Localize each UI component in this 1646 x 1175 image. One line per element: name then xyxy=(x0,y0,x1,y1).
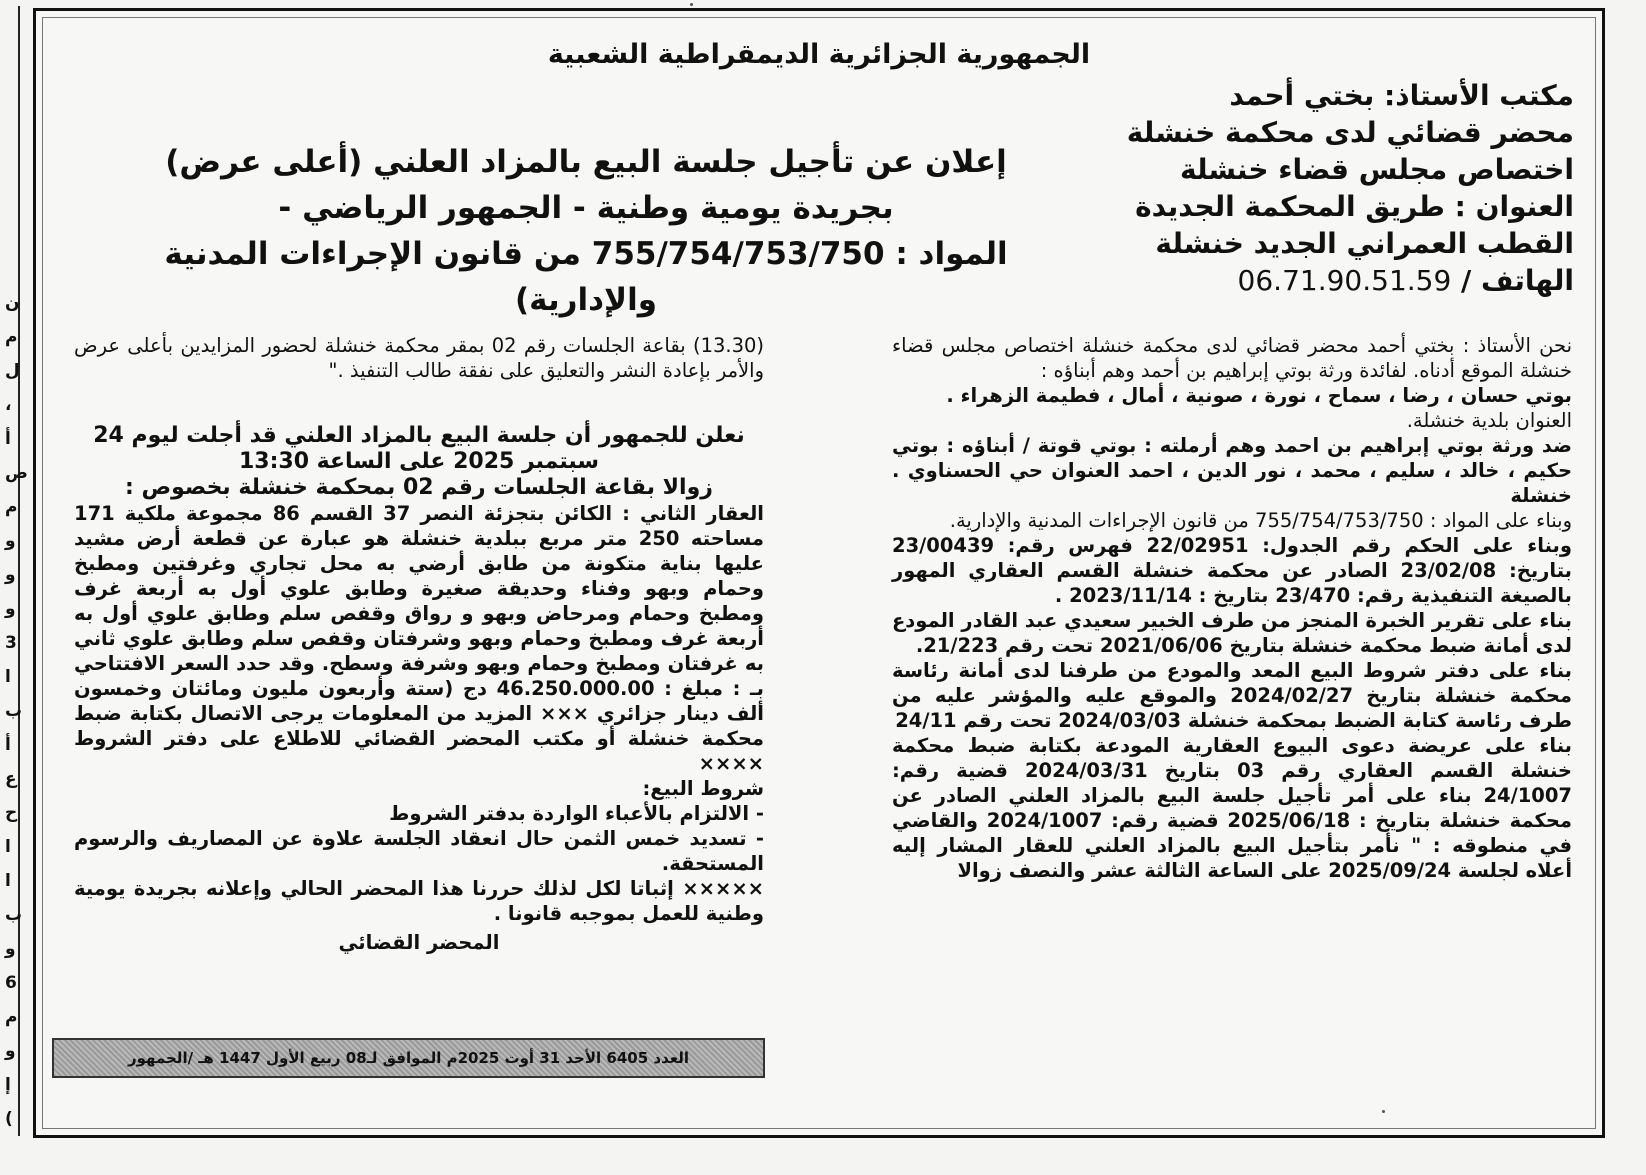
strip-char: أ xyxy=(5,735,11,755)
intro-paragraph: (13.30) بقاعة الجلسات رقم 02 بمقر محكمة خنشلة لحضور المزايدين بأعلى عرض والأمر بإعادة النشر والتعليق على نفقة طالب التنفيذ ." xyxy=(74,334,764,382)
office-role: محضر قضائي لدى محكمة خنشلة xyxy=(1126,116,1574,149)
strip-char: 3 xyxy=(5,633,17,653)
strip-char: ص xyxy=(5,463,28,483)
office-phone xyxy=(1054,262,1574,299)
paragraph: بناء على عريضة دعوى البيوع العقارية المودعة بكتابة ضبط محكمة خنشلة القسم العقاري رقم 03 بتاريخ 2024/03/31 قضية رقم: 24/1007 بناء على أمر تأجيل جلسة البيع بالمزاد العلني الصادر عن محكمة خنشلة بتاريخ : 2025/06/18 قضية رقم: 2024/1007 والقاضي في منطوقه : " نأمر بتأجيل البيع بالمزاد العلني للعقار المشار إليه أعلاه لجلسة 2025/09/24 على الساعة الثالثة عشر والنصف زوالا xyxy=(892,734,1572,882)
paragraph: بناء على دفتر شروط البيع المعد والمودع من طرفنا لدى أمانة رئاسة محكمة خنشلة بتاريخ 2024/02/27 والموقع عليه والمؤشر عليه من طرف رئاسة كتابة الضبط بمحكمة خنشلة 2024/03/03 تحت رقم 24/11 xyxy=(892,659,1572,732)
print-speck xyxy=(690,3,693,6)
announcement-title xyxy=(106,139,1066,323)
strip-char: و xyxy=(5,599,16,619)
title-line-1: إعلان عن تأجيل جلسة البيع بالمزاد العلني (أعلى عرض) xyxy=(165,144,1007,180)
paragraph: ضد ورثة بوتي إبراهيم بن احمد وهم أرملته : بوتي قوتة / أبناؤه : بوتي حكيم ، خالد ، سليم ، محمد ، نور الدين ، احمد العنوان حي الحسناوي . خنشلة xyxy=(892,434,1572,507)
strip-char: ا xyxy=(5,871,11,891)
office-name: مكتب الأستاذ: بختي أحمد xyxy=(1229,79,1574,112)
paragraph: العنوان بلدية خنشلة. xyxy=(1406,409,1572,432)
adjacent-column-strip xyxy=(4,6,28,1136)
strip-char: م xyxy=(5,327,18,347)
strip-char: ن xyxy=(5,293,20,313)
signature: المحضر القضائي xyxy=(338,931,500,954)
paragraph: وبناء على المواد : 755/754/753/750 من قانون الإجراءات المدنية والإدارية. xyxy=(949,509,1572,532)
right-text-column xyxy=(892,333,1572,883)
closing-paragraph: ××××× إثباتا لكل لذلك حررنا هذا المحضر الحالي وإعلانه بجريدة يومية وطنية للعمل بموجبه قانونا . xyxy=(74,877,764,925)
title-line-2: بجريدة يومية وطنية - الجمهور الرياضي - xyxy=(278,190,894,226)
strip-char: ( xyxy=(5,1109,13,1129)
condition-item: - تسديد خمس الثمن حال انعقاد الجلسة علاوة عن المصاريف والرسوم المستحقة. xyxy=(74,827,764,875)
condition-item: - الالتزام بالأعباء الواردة بدفتر الشروط xyxy=(389,802,764,825)
paragraph: بوتي حسان ، رضا ، سماح ، نورة ، صونية ، أمال ، فطيمة الزهراء . xyxy=(946,384,1572,407)
conditions-title: شروط البيع: xyxy=(642,777,764,800)
office-address: العنوان : طريق المحكمة الجديدة xyxy=(1135,190,1574,223)
paragraph: وبناء على الحكم رقم الجدول: 22/02951 فهرس رقم: 23/00439 بتاريخ: 23/02/08 الصادر عن محكمة خنشلة القسم العقاري المهور بالصيغة التنفيذية رقم: 23/470 بتاريخ : 2023/11/14 . xyxy=(892,534,1572,607)
strip-char: و xyxy=(5,531,16,551)
office-jurisdiction: اختصاص مجلس قضاء خنشلة xyxy=(1179,153,1574,186)
bailiff-office-block xyxy=(1054,77,1574,299)
property-description: العقار الثاني : الكائن بتجزئة النصر 37 القسم 86 مجموعة ملكية 171 مساحته 250 متر مربع ببلدية خنشلة هو عبارة عن قطعة أرض مشيد عليها بناية متكونة من طابق أرضي به محل تجاري وغرفتين ومطبخ وحمام وبهو وفناء وحديقة صغيرة وطابق علوي أول به أربعة غرف ومطبخ وحمام ومرحاض وبهو و رواق وقفص سلم وطابق علوي أول به أربعة غرف ومطبخ وحمام وبهو وشرفتان وقفص سلم وطابق علوي ثاني به غرفتان ومطبخ وحمام وبهو وشرفة وسطح. وقد حدد السعر الافتتاحي بـ : مبلغ : 46.250.000.00 دج (ستة وأربعون مليون ومائتان وخمسون ألف دينار جزائري ××× المزيد من المعلومات يرجى الاتصال بكتابة ضبط محكمة خنشلة أو مكتب المحضر القضائي للاطلاع على دفتر الشروط ×××× xyxy=(74,502,765,775)
strip-char: ا xyxy=(5,667,11,687)
auction-location: زوالا بقاعة الجلسات رقم 02 بمحكمة خنشلة بخصوص : xyxy=(125,475,713,500)
print-speck xyxy=(1382,1110,1385,1113)
strip-char: ح xyxy=(5,803,18,823)
strip-char: و xyxy=(5,1041,16,1061)
strip-char: م xyxy=(5,1007,18,1027)
strip-char: ل xyxy=(5,361,20,381)
announcement-frame xyxy=(33,8,1605,1138)
strip-char: ب xyxy=(5,701,23,721)
strip-char: ب xyxy=(5,905,23,925)
auction-announcement: نعلن للجمهور أن جلسة البيع بالمزاد العلني قد أجلت ليوم 24 سبتمبر 2025 على الساعة 13:30 xyxy=(93,423,745,474)
paragraph: بناء على تقرير الخبرة المنجز من طرف الخبير سعيدي عبد القادر المودع لدى أمانة ضبط محكمة خنشلة بتاريخ 2021/06/06 تحت رقم 21/223. xyxy=(891,609,1572,657)
republic-header: الجمهورية الجزائرية الديمقراطية الشعبية xyxy=(547,39,1091,70)
strip-char: و xyxy=(5,939,16,959)
title-line-3: المواد : 755/754/753/750 من قانون الإجراءات المدنية والإدارية) xyxy=(164,236,1008,318)
strip-char: ، xyxy=(5,395,12,415)
strip-char: و xyxy=(5,565,16,585)
issue-footer-bar: العدد 6405 الأحد 31 أوت 2025م الموافق لـ08 ربيع الأول 1447 هـ /الجمهور xyxy=(52,1038,765,1078)
phone-label: الهاتف / xyxy=(1461,264,1574,297)
strip-char: 6 xyxy=(5,973,17,993)
strip-char: ا xyxy=(5,837,11,857)
phone-number: 06.71.90.51.59 xyxy=(1237,264,1452,297)
strip-char: ع xyxy=(5,769,17,789)
strip-char: إ xyxy=(5,1075,11,1095)
strip-char: أ xyxy=(5,429,11,449)
strip-char: م xyxy=(5,497,18,517)
office-address-2: القطب العمراني الجديد خنشلة xyxy=(1155,227,1574,260)
left-text-column xyxy=(74,333,764,955)
paragraph: نحن الأستاذ : بختي أحمد محضر قضائي لدى محكمة خنشلة اختصاص مجلس قضاء خنشلة الموقع أدناه. لفائدة ورثة بوتي إبراهيم بن أحمد وهم أبناؤه : xyxy=(892,334,1572,382)
